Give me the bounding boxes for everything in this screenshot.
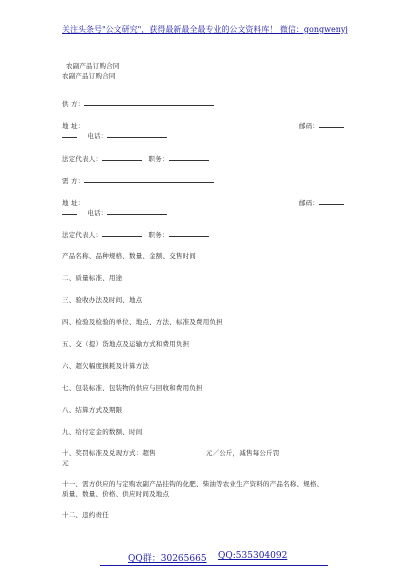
clause-3: 三、验收办法及时间、地点: [62, 296, 143, 304]
clause-2: 二、质量标准、用途: [62, 274, 123, 282]
buyer-row: [62, 176, 214, 185]
footer-divider: [100, 565, 328, 566]
buyer-rep-row: [62, 230, 209, 239]
seller-row: [62, 99, 214, 108]
seller-address-cont-field[interactable]: [62, 131, 77, 138]
buyer-position-field[interactable]: [169, 230, 209, 237]
clause-6: 六、超欠幅度损耗及计算方法: [62, 362, 150, 370]
clause-10: [62, 448, 280, 457]
seller-postcode-field[interactable]: [319, 121, 344, 128]
seller-label: 供 方：: [62, 100, 85, 108]
seller-rep-row: [62, 154, 209, 163]
buyer-address-cont-field[interactable]: [62, 208, 77, 215]
seller-postcode-row: [299, 121, 344, 130]
seller-postcode-label: 邮码：: [299, 122, 320, 130]
buyer-postcode-field[interactable]: [319, 198, 344, 205]
seller-name-field[interactable]: [84, 99, 214, 106]
buyer-label: 需 方：: [62, 177, 85, 185]
clause-9: 九、给付定金的数额、时间: [62, 428, 143, 436]
buyer-phone-label: 电话：: [87, 209, 108, 217]
buyer-rep-label: 法定代表人：: [62, 231, 103, 239]
buyer-phone-row: [62, 208, 167, 217]
buyer-position-label: 职务：: [148, 231, 169, 239]
seller-address-label: 地 址：: [62, 122, 85, 130]
seller-phone-field[interactable]: [107, 131, 167, 138]
clause-1: 产品名称、品种规格、数量、金额、交售时间: [62, 252, 196, 260]
seller-phone-row: [62, 131, 167, 140]
seller-rep-field[interactable]: [102, 154, 142, 161]
header-banner-link[interactable]: 关注头条号"公文研究"，获得最新最全最专业的公文资料库！ 微信：gongwenyj: [62, 25, 348, 34]
clause-10-amount-field[interactable]: [156, 449, 206, 455]
clause-8: 八、结算方式及期限: [62, 406, 123, 414]
seller-position-label: 职务：: [148, 155, 169, 163]
clause-7: 七、包装标准、包装物的供应与回收和费用负担: [62, 384, 203, 392]
buyer-phone-field[interactable]: [107, 208, 167, 215]
seller-position-field[interactable]: [169, 154, 209, 161]
buyer-postcode-row: [299, 198, 344, 207]
seller-phone-label: 电话：: [87, 132, 108, 140]
buyer-postcode-label: 邮码：: [299, 199, 320, 207]
clause-12: 十二、违约责任: [62, 511, 109, 519]
doc-title: 农副产品订购合同: [66, 62, 120, 70]
clause-11-line1: 十一、需方供应的与定购农副产品挂钩的化肥、柴油等农业生产资料的产品名称、规格、: [62, 480, 324, 488]
buyer-name-field[interactable]: [84, 176, 214, 183]
footer-qq-group[interactable]: QQ群：30265665: [128, 554, 207, 564]
seller-rep-label: 法定代表人：: [62, 155, 103, 163]
clause-4: 四、检验及检验的单位、地点、方法、标准及费用负担: [62, 318, 223, 326]
clause-11-line2: 质量、数量、价格、供应时间及地点: [62, 490, 170, 498]
buyer-address-label: 地 址：: [62, 199, 85, 207]
clause-5: 五、交（提）货地点及运输方式和费用负担: [62, 340, 190, 348]
clause-10-text-b: 元／公斤，减售每公斤罚: [205, 449, 280, 457]
clause-10-unit: 元: [62, 459, 69, 467]
clause-10-text-a: 十、奖罚标准及兑现方式：超售: [62, 449, 156, 457]
doc-subtitle: 农副产品订购合同: [62, 72, 116, 80]
buyer-rep-field[interactable]: [102, 230, 142, 237]
footer-qq[interactable]: QQ:535304092: [218, 551, 288, 561]
